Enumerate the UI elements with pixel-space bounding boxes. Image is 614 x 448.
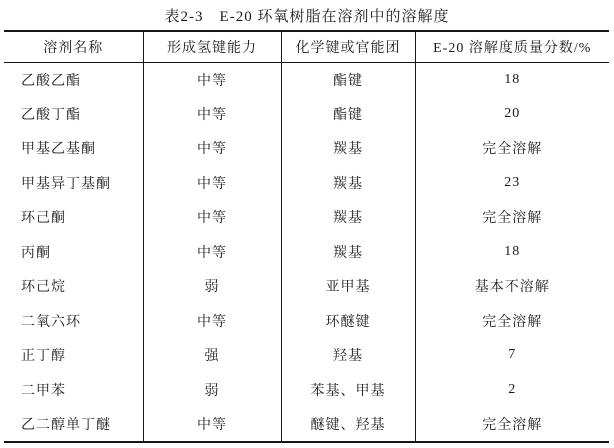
cell-hydrogen-bond: 强 — [143, 338, 281, 373]
cell-solvent: 乙二醇单丁醚 — [4, 407, 143, 442]
cell-hydrogen-bond: 中等 — [143, 235, 281, 270]
column-header-solubility: E-20 溶解度质量分数/% — [433, 40, 592, 56]
cell-functional-group: 羟基 — [281, 338, 415, 373]
cell-solubility: 20 — [504, 105, 521, 121]
column-header-hydrogen-bond: 形成氢键能力 — [143, 31, 281, 62]
table-row — [4, 62, 609, 97]
cell-solvent: 甲基异丁基酮 — [4, 166, 143, 201]
cell-functional-group: 苯基、甲基 — [281, 373, 415, 408]
column-header-solvent: 溶剂名称 — [4, 31, 143, 62]
table-row — [4, 235, 609, 270]
cell-solubility: 完全溶解 — [482, 211, 543, 227]
table-title: 表2-3 E-20 环氧树脂在溶剂中的溶解度 — [164, 9, 450, 25]
cell-functional-group: 醚键、羟基 — [281, 407, 415, 442]
cell-solvent: 环己酮 — [4, 200, 143, 235]
table-body — [4, 62, 609, 442]
cell-hydrogen-bond: 弱 — [143, 373, 281, 408]
cell-solvent: 正丁醇 — [4, 338, 143, 373]
cell-solubility: 基本不溶解 — [474, 280, 550, 296]
cell-hydrogen-bond: 中等 — [143, 304, 281, 339]
cell-hydrogen-bond: 中等 — [143, 62, 281, 97]
table-row — [4, 269, 609, 304]
table-header — [4, 31, 609, 62]
cell-functional-group: 羰基 — [281, 166, 415, 201]
cell-solvent: 乙酸丁酯 — [4, 97, 143, 132]
table-row — [4, 97, 609, 132]
cell-solvent: 丙酮 — [4, 235, 143, 270]
header-row — [4, 31, 609, 62]
cell-solvent: 甲基乙基酮 — [4, 131, 143, 166]
table-row — [4, 304, 609, 339]
cell-functional-group: 羰基 — [281, 200, 415, 235]
cell-functional-group: 酯键 — [281, 97, 415, 132]
cell-solvent: 二氧六环 — [4, 304, 143, 339]
solubility-table — [4, 30, 609, 443]
cell-solubility: 18 — [504, 71, 521, 87]
cell-hydrogen-bond: 中等 — [143, 166, 281, 201]
cell-solvent: 二甲苯 — [4, 373, 143, 408]
cell-hydrogen-bond: 中等 — [143, 407, 281, 442]
cell-solubility: 23 — [504, 174, 521, 190]
cell-functional-group: 环醚键 — [281, 304, 415, 339]
cell-functional-group: 亚甲基 — [281, 269, 415, 304]
cell-functional-group: 羰基 — [281, 131, 415, 166]
cell-solubility: 2 — [508, 381, 517, 397]
cell-functional-group: 酯键 — [281, 62, 415, 97]
cell-solubility: 完全溶解 — [482, 314, 543, 330]
cell-hydrogen-bond: 中等 — [143, 97, 281, 132]
cell-solubility: 7 — [508, 347, 517, 363]
table-row — [4, 407, 609, 442]
table-row — [4, 166, 609, 201]
cell-functional-group: 羰基 — [281, 235, 415, 270]
cell-hydrogen-bond: 中等 — [143, 131, 281, 166]
table-row — [4, 338, 609, 373]
table-row — [4, 373, 609, 408]
cell-hydrogen-bond: 弱 — [143, 269, 281, 304]
cell-hydrogen-bond: 中等 — [143, 200, 281, 235]
column-header-functional-group: 化学键或官能团 — [281, 31, 415, 62]
table-row — [4, 200, 609, 235]
cell-solvent: 环己烷 — [4, 269, 143, 304]
cell-solvent: 乙酸乙酯 — [4, 62, 143, 97]
cell-solubility: 完全溶解 — [482, 417, 543, 433]
table-row — [4, 131, 609, 166]
cell-solubility: 18 — [504, 243, 521, 259]
cell-solubility: 完全溶解 — [482, 142, 543, 158]
